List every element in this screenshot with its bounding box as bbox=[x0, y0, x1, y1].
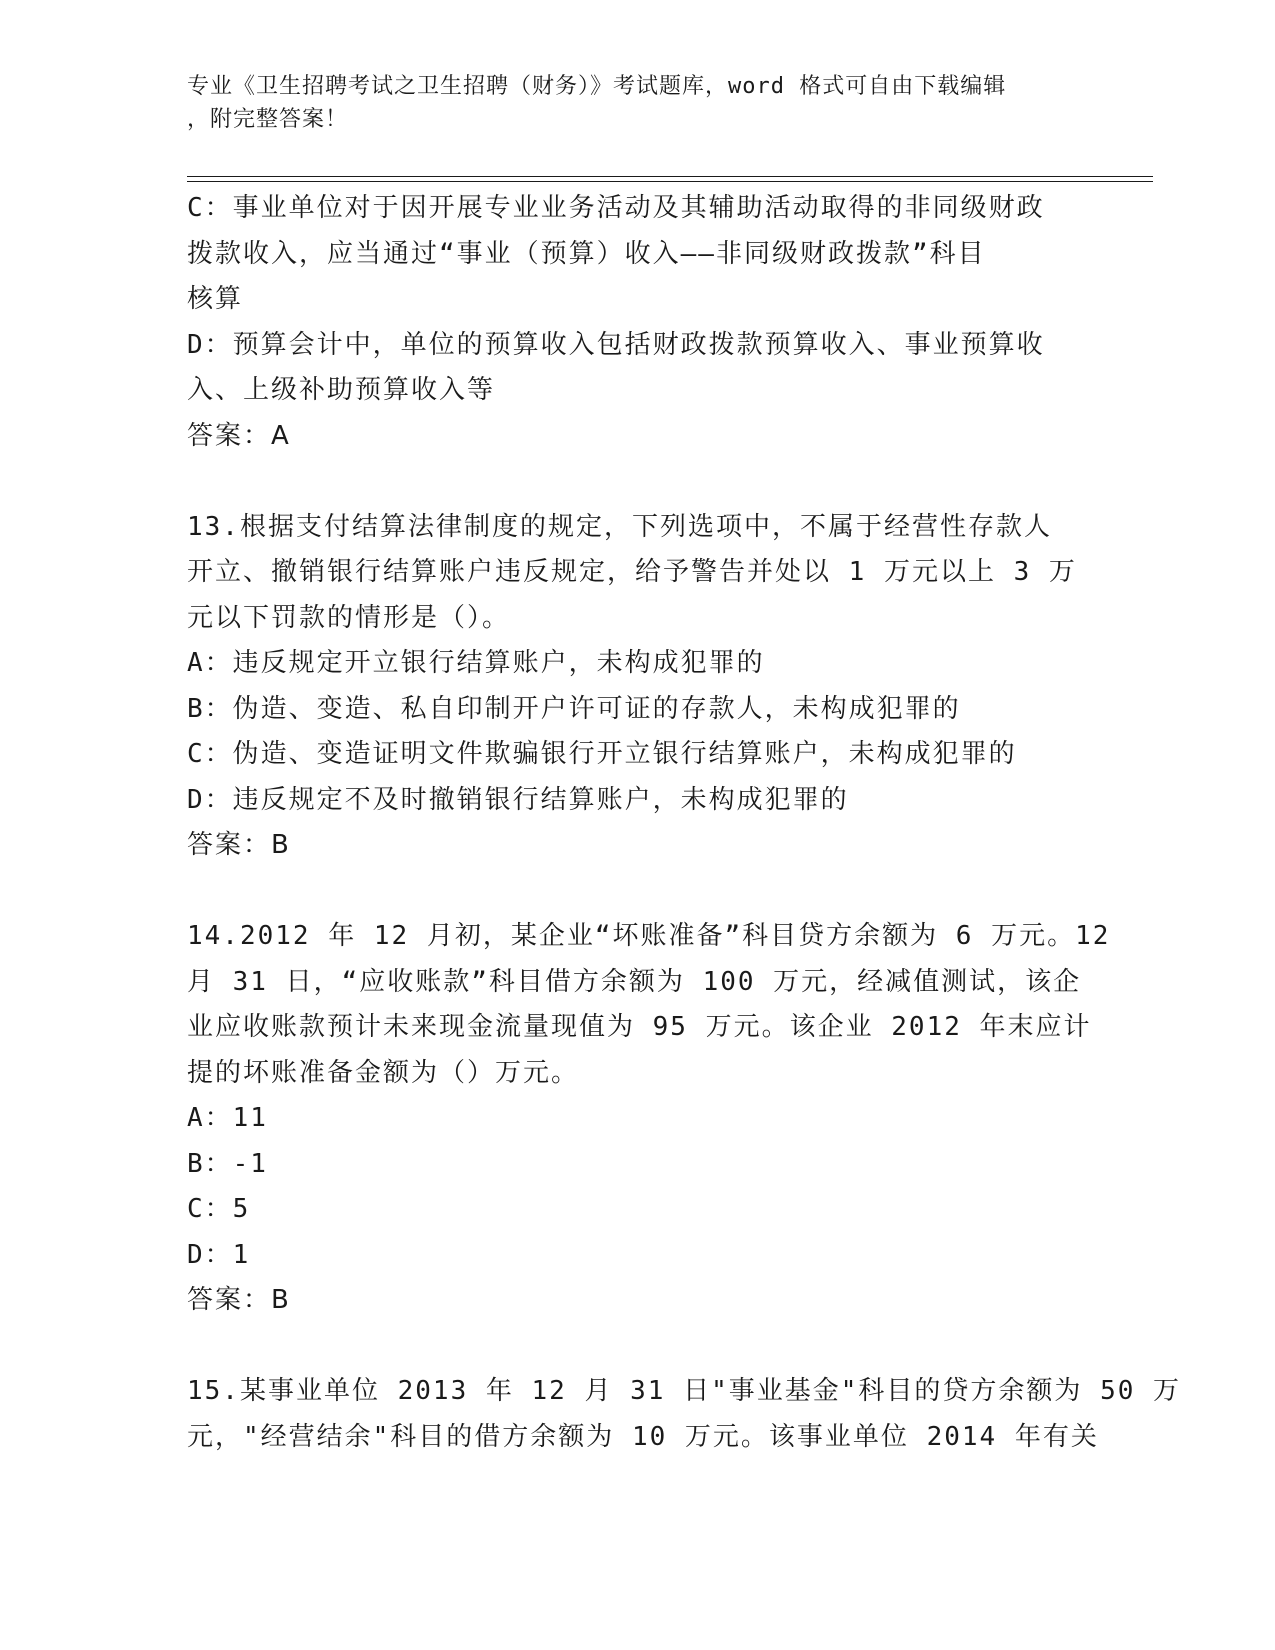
question-14-option-d: D：1 bbox=[187, 1239, 251, 1270]
spacer bbox=[187, 1324, 1087, 1370]
question-13-option-a: A：违反规定开立银行结算账户，未构成犯罪的 bbox=[187, 648, 765, 678]
spacer bbox=[187, 459, 1087, 505]
question-14-option-a: A：11 bbox=[187, 1103, 268, 1133]
question-14-option-b: B：-1 bbox=[187, 1148, 268, 1179]
question-13-option-d: D：违反规定不及时撤销银行结算账户，未构成犯罪的 bbox=[187, 784, 849, 815]
header-rule-bottom bbox=[187, 181, 1153, 182]
question-15-stem: 15.某事业单位 2013 年 12 月 31 日"事业基金"科目的贷方余额为 50 万 元，"经营结余"科目的借方余额为 10 万元。该事业单位 2014 年有关 bbox=[187, 1376, 1182, 1452]
header-line-1: 专业《卫生招聘考试之卫生招聘（财务）》考试题库，word 格式可自由下载编辑 bbox=[187, 74, 1007, 99]
question-12-option-d: D：预算会计中，单位的预算收入包括财政拨款预算收入、事业预算收 入、上级补助预算收入等 bbox=[187, 329, 1045, 405]
question-14-stem: 14.2012 年 12 月初，某企业“坏账准备”科目贷方余额为 6 万元。12 月 31 日，“应收账款”科目借方余额为 100 万元，经减值测试，该企 业应收账款预计未来现金流量现值为 95 万元。该企业 2012 年末应计 提的坏账准备金额为（）万元。 bbox=[187, 921, 1111, 1088]
question-14-option-c: C：5 bbox=[187, 1194, 251, 1224]
question-content bbox=[187, 186, 1182, 1460]
question-12-option-c: C：事业单位对于因开展专业业务活动及其辅助活动取得的非同级财政 拨款收入，应当通过“事业（预算）收入——非同级财政拨款”科目 核算 bbox=[187, 193, 1045, 314]
question-13-option-b: B：伪造、变造、私自印制开户许可证的存款人，未构成犯罪的 bbox=[187, 693, 961, 724]
question-13-answer: 答案：B bbox=[187, 830, 291, 860]
question-14-answer: 答案：B bbox=[187, 1285, 291, 1315]
header-rule-top bbox=[187, 176, 1153, 177]
question-13-option-c: C：伪造、变造证明文件欺骗银行开立银行结算账户，未构成犯罪的 bbox=[187, 739, 1017, 769]
question-12-answer: 答案：A bbox=[187, 420, 291, 451]
spacer bbox=[187, 869, 1087, 915]
question-13-stem: 13.根据支付结算法律制度的规定，下列选项中，不属于经营性存款人 开立、撤销银行结算账户违反规定，给予警告并处以 1 万元以上 3 万 元以下罚款的情形是（）。 bbox=[187, 511, 1077, 633]
header-line-2: ，附完整答案！ bbox=[187, 107, 349, 132]
document-header bbox=[187, 70, 1067, 136]
